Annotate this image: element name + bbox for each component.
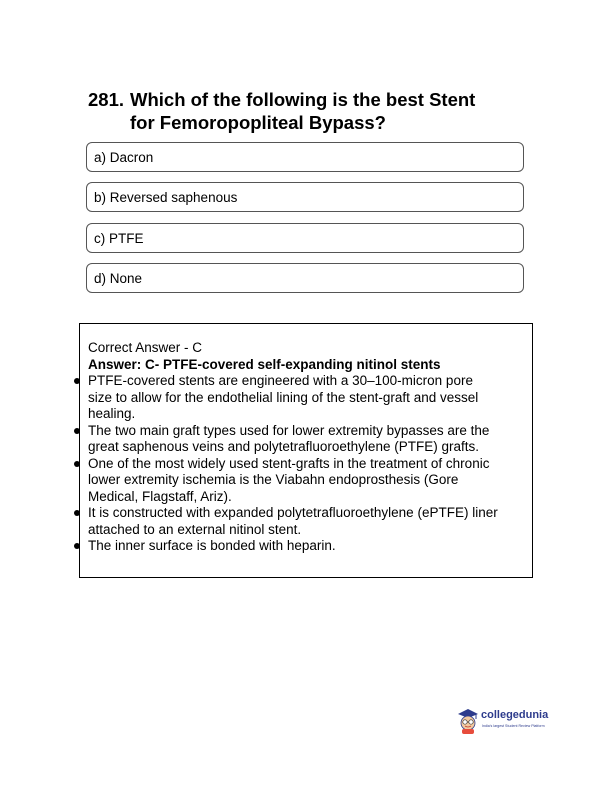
bullet-icon bbox=[74, 428, 80, 434]
bullet-icon bbox=[74, 378, 80, 384]
bullet-4-line-2: attached to an external nitinol stent. bbox=[88, 521, 302, 537]
logo-wordmark: collegedunia bbox=[481, 709, 549, 721]
answer-heading: Answer: C- PTFE-covered self-expanding nitinol stents bbox=[88, 356, 441, 372]
option-label: c) PTFE bbox=[94, 231, 144, 246]
option-c[interactable] bbox=[86, 223, 524, 253]
bullet-2-line-1: The two main graft types used for lower extremity bypasses are the bbox=[88, 422, 490, 438]
question-text-line-2: for Femoropopliteal Bypass? bbox=[130, 112, 386, 133]
option-d[interactable] bbox=[86, 263, 524, 293]
bullet-3-line-3: Medical, Flagstaff, Ariz). bbox=[88, 488, 232, 504]
bullet-3-line-2: lower extremity ischemia is the Viabahn endoprosthesis (Gore bbox=[88, 472, 459, 487]
answer-box bbox=[79, 323, 533, 578]
bullet-icon bbox=[74, 461, 80, 467]
option-label: a) Dacron bbox=[94, 150, 154, 165]
option-a[interactable] bbox=[86, 142, 524, 172]
bullet-1-line-3: healing. bbox=[88, 406, 136, 421]
bullet-icon bbox=[74, 510, 80, 516]
question bbox=[88, 88, 528, 134]
bullet-2-line-2: great saphenous veins and polytetrafluoroethylene (PTFE) grafts. bbox=[88, 439, 479, 454]
logo-tagline: India's largest Student Review Platform bbox=[482, 724, 545, 728]
question-number: 281. bbox=[88, 89, 125, 110]
bullet-1-line-1: PTFE-covered stents are engineered with a 30–100-micron pore bbox=[88, 373, 473, 388]
option-label: d) None bbox=[94, 271, 143, 286]
correct-answer: Correct Answer - C bbox=[88, 340, 203, 355]
bullet-1-line-2: size to allow for the endothelial lining of the stent-graft and vessel bbox=[88, 389, 479, 405]
option-b[interactable] bbox=[86, 182, 524, 212]
collegedunia-logo bbox=[455, 707, 575, 737]
bullet-icon bbox=[74, 543, 80, 549]
question-text-line-1: Which of the following is the best Stent bbox=[130, 89, 476, 110]
graduate-mascot-icon bbox=[455, 707, 481, 735]
bullet-5-line-1: The inner surface is bonded with heparin. bbox=[88, 538, 336, 553]
option-label: b) Reversed saphenous bbox=[94, 190, 238, 205]
bullet-3-line-1: One of the most widely used stent-grafts in the treatment of chronic bbox=[88, 455, 490, 471]
bullet-4-line-1: It is constructed with expanded polytetrafluoroethylene (ePTFE) liner bbox=[88, 505, 498, 520]
